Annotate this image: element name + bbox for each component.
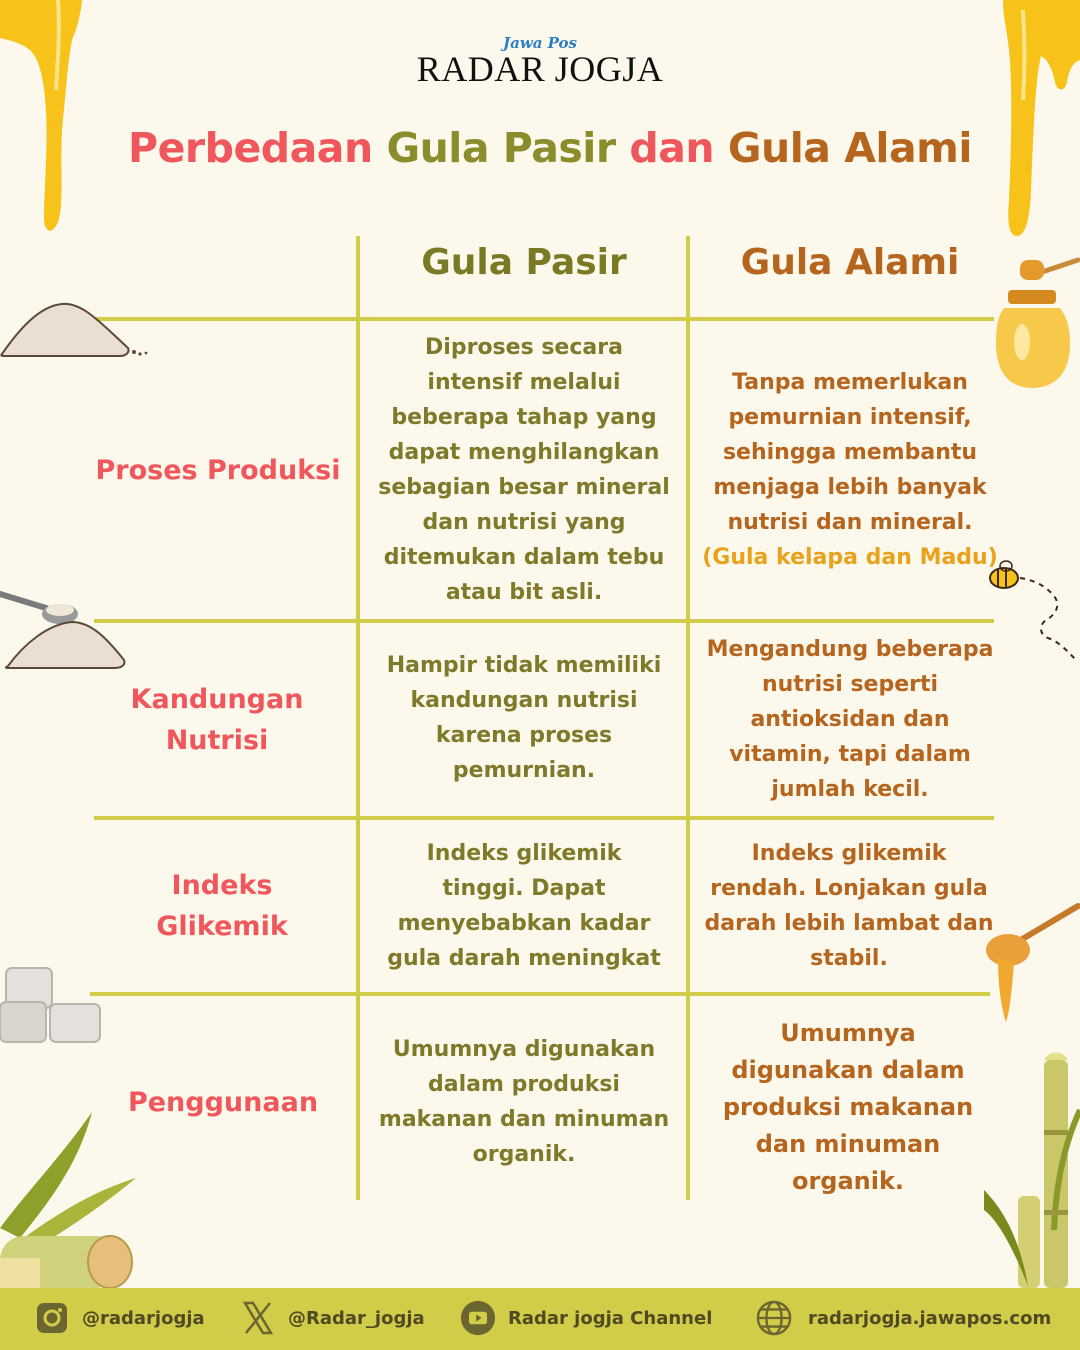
title-part: Gula Pasir (386, 124, 616, 172)
row-label-text: Proses Produksi (95, 454, 341, 486)
cell-text: Umumnya digunakan dalam produksi makanan dan minuman organik. (378, 1037, 670, 1167)
honey-jar-icon (994, 286, 1074, 392)
cell-alami-glikemik (700, 820, 998, 992)
cell-alami-proses (702, 321, 998, 619)
cell-pasir-glikemik (386, 820, 662, 992)
footer-youtube-text: Radar jogja Channel (508, 1307, 713, 1329)
sugarcane-icon (0, 1108, 140, 1290)
title-part: Perbedaan (128, 124, 373, 172)
brand-tagline: Jawa Pos (503, 34, 577, 52)
footer-instagram-text: @radarjogja (82, 1307, 205, 1329)
cell-note: (Gula kelapa dan Madu) (702, 545, 998, 570)
cell-text: Indeks glikemik tinggi. Dapat menyebabkan kadar gula darah meningkat (387, 841, 661, 971)
grid-line (356, 236, 360, 1200)
footer-x[interactable] (240, 1296, 425, 1340)
honey-dipper-icon (984, 900, 1080, 1026)
row-label-text: Penggunaan (127, 1086, 319, 1118)
bee-icon (984, 556, 1080, 662)
sugar-cube-icon (0, 964, 104, 1046)
cell-pasir-proses (376, 321, 672, 619)
cell-text: Diproses secara intensif melalui beberapa tahap yang dapat menghilangkan sebagian besar mineral dan nutrisi yang ditemukan dalam tebu atau bit asli. (378, 335, 670, 605)
row-label-text: Kandungan Nutrisi (130, 683, 304, 756)
cell-text: Indeks glikemik rendah. Lonjakan gula darah lebih lambat dan stabil. (704, 841, 994, 971)
row-label-proses-produksi (80, 321, 356, 619)
column-header-gula-pasir: Gula Pasir (421, 242, 627, 283)
cell-alami-nutrisi (706, 623, 994, 816)
sugarcane-icon (984, 1050, 1080, 1288)
x-icon (240, 1300, 276, 1336)
cell-text: Umumnya digunakan dalam produksi makanan dan minuman organik. (722, 1018, 974, 1195)
cell-pasir-penggunaan (378, 996, 670, 1208)
brand-logo: RADAR JOGJA (416, 49, 664, 89)
grid-line (686, 236, 690, 1200)
cell-text: Mengandung beberapa nutrisi seperti antioksidan dan vitamin, tapi dalam jumlah kecil. (706, 637, 994, 802)
footer-instagram[interactable] (34, 1296, 205, 1340)
sugar-pile-icon (0, 298, 150, 362)
globe-icon (756, 1300, 792, 1336)
cell-text: Tanpa memerlukan pemurnian intensif, sehingga membantu menjaga lebih banyak nutrisi dan mineral. (713, 370, 987, 535)
row-label-kandungan-nutrisi (104, 623, 330, 816)
title-part: Gula Alami (727, 124, 972, 172)
row-label-text: Indeks Glikemik (156, 870, 288, 942)
cell-text: Hampir tidak memiliki kandungan nutrisi karena proses pemurnian. (386, 653, 662, 783)
footer-website[interactable] (756, 1296, 1051, 1340)
youtube-icon (460, 1300, 496, 1336)
cell-pasir-nutrisi (378, 623, 670, 813)
footer-website-text: radarjogja.jawapos.com (808, 1307, 1052, 1329)
column-header-gula-alami: Gula Alami (740, 242, 960, 283)
row-label-indeks-glikemik (130, 820, 314, 992)
cell-alami-penggunaan (706, 1000, 990, 1214)
spoon-sugar-icon (0, 584, 130, 676)
instagram-icon (34, 1300, 70, 1336)
page-title (0, 124, 1080, 172)
footer-x-text: @Radar_jogja (288, 1307, 425, 1329)
honey-dipper-icon (1016, 254, 1080, 284)
title-part: dan (629, 124, 715, 172)
footer-youtube[interactable] (460, 1296, 712, 1340)
